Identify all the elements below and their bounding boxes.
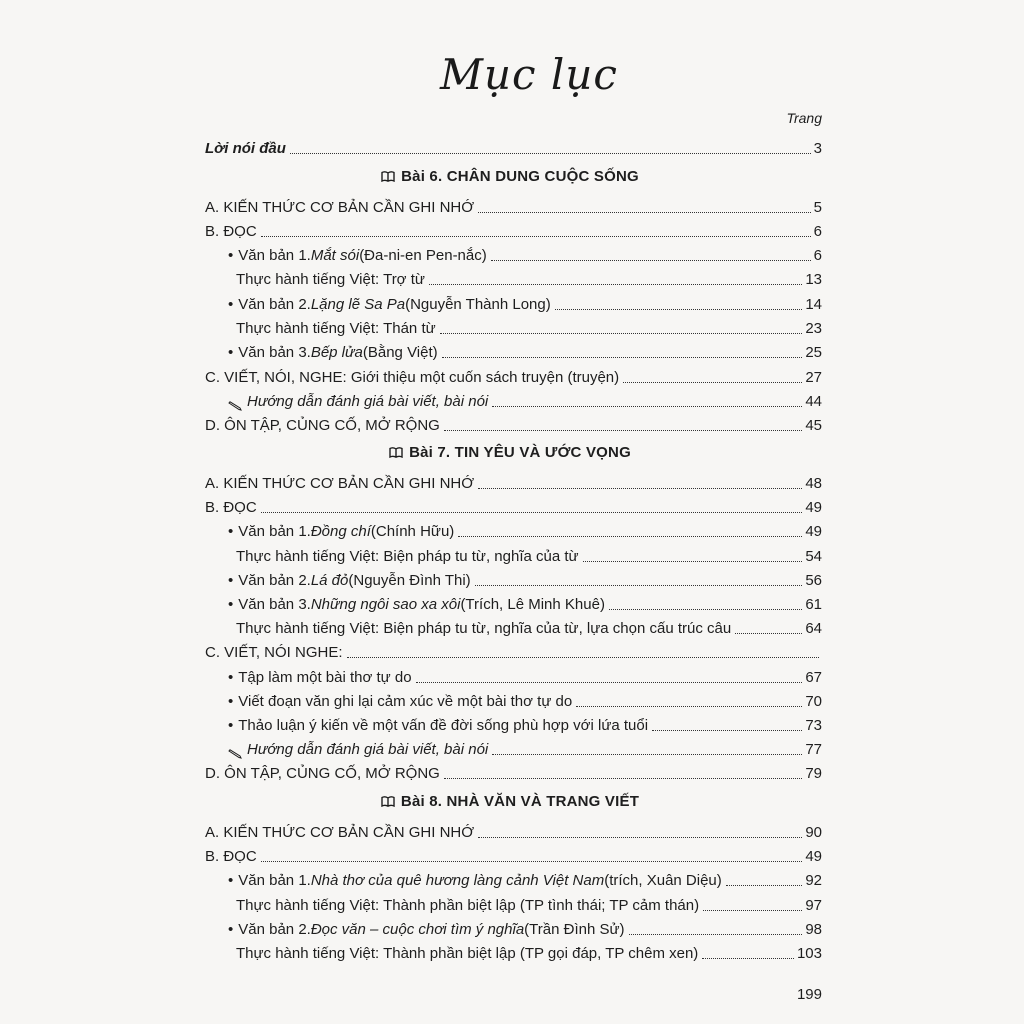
text-author: (Đa-ni-en Pen-nắc) <box>359 247 487 264</box>
dot-leader <box>444 430 802 431</box>
toc-entry-l7-d[interactable] <box>205 763 822 783</box>
toc-entry-l8-vb1[interactable] <box>228 870 822 890</box>
toc-entry-page: 3 <box>813 140 822 157</box>
text-title: Đọc văn – cuộc chơi tìm ý nghĩa <box>310 921 525 938</box>
toc-entry-page: 27 <box>805 369 822 386</box>
toc-entry-l7-a[interactable] <box>205 473 822 493</box>
toc-entry-page: 90 <box>805 824 822 841</box>
toc-entry-l6-vb2[interactable] <box>228 294 822 314</box>
dot-leader <box>442 357 803 358</box>
toc-entry-l7-th2[interactable] <box>236 618 822 638</box>
page-number: 199 <box>796 986 822 1003</box>
text-title: Đồng chí <box>310 523 371 540</box>
dot-leader <box>261 512 803 513</box>
bullet-icon: • <box>228 296 234 313</box>
text-author: (Bằng Việt) <box>362 344 438 361</box>
toc-entry-l7-vb3[interactable] <box>228 594 822 614</box>
toc-entry-label: Hướng dẫn đánh giá bài viết, bài nói <box>247 393 489 410</box>
toc-entry-label: B. ĐỌC <box>205 223 257 240</box>
text-author: (Chính Hữu) <box>370 523 455 540</box>
dot-leader <box>735 633 802 634</box>
text-prefix: Văn bản 3. <box>238 596 311 613</box>
lesson-6-heading <box>205 168 815 185</box>
dot-leader <box>290 153 811 154</box>
toc-entry-page: 45 <box>805 417 822 434</box>
toc-entry-l7-vb2[interactable] <box>228 570 822 590</box>
pen-icon <box>228 749 242 759</box>
lesson-8-heading <box>205 793 815 810</box>
toc-entry-page: 49 <box>805 848 822 865</box>
bullet-icon: • <box>228 572 234 589</box>
page-column-label: Trang <box>786 110 822 126</box>
toc-entry-l6-th1[interactable] <box>236 269 822 289</box>
lesson-7-heading <box>205 444 815 461</box>
toc-entry-l8-a[interactable] <box>205 822 822 842</box>
toc-entry-page: 61 <box>805 596 822 613</box>
toc-entry-page: 103 <box>796 945 822 962</box>
dot-leader <box>726 885 803 886</box>
toc-entry-l6-vb1[interactable] <box>228 245 822 265</box>
dot-leader <box>440 333 803 334</box>
bullet-icon: • <box>228 717 234 734</box>
toc-entry-label: A. KIẾN THỨC CƠ BẢN CẦN GHI NHỚ <box>205 475 475 492</box>
toc-entry-l7-c3[interactable] <box>228 715 822 735</box>
dot-leader <box>629 934 803 935</box>
toc-entry-l6-d[interactable] <box>205 415 822 435</box>
text-prefix: Văn bản 2. <box>238 572 311 589</box>
toc-entry-l8-b[interactable] <box>205 846 822 866</box>
text-prefix: Văn bản 2. <box>238 296 311 313</box>
bullet-icon: • <box>228 596 234 613</box>
dot-leader <box>583 561 803 562</box>
dot-leader <box>429 284 802 285</box>
text-author: (Trần Đình Sử) <box>524 921 625 938</box>
toc-entry-label: Thực hành tiếng Việt: Biện pháp tu từ, nghĩa của từ, lựa chọn cấu trúc câu <box>236 620 732 637</box>
text-prefix: Văn bản 1. <box>238 523 311 540</box>
toc-entry-label: A. KIẾN THỨC CƠ BẢN CẦN GHI NHỚ <box>205 199 475 216</box>
toc-entry-l7-c[interactable] <box>205 642 822 662</box>
text-title: Những ngôi sao xa xôi <box>310 596 461 613</box>
toc-entry-page: 73 <box>805 717 822 734</box>
lesson-title: Bài 6. CHÂN DUNG CUỘC SỐNG <box>401 168 639 185</box>
text-author: (trích, Xuân Diệu) <box>604 872 722 889</box>
toc-entry-label: Thực hành tiếng Việt: Thành phần biệt lập (TP tình thái; TP cảm thán) <box>236 897 700 914</box>
dot-leader <box>703 910 802 911</box>
pen-icon <box>228 401 242 411</box>
bullet-icon: • <box>228 669 234 686</box>
toc-entry-l7-b[interactable] <box>205 497 822 517</box>
toc-entry-label: A. KIẾN THỨC CƠ BẢN CẦN GHI NHỚ <box>205 824 475 841</box>
toc-entry-page: 77 <box>805 741 822 758</box>
text-prefix: Văn bản 1. <box>238 247 311 264</box>
dot-leader <box>478 212 811 213</box>
bullet-icon: • <box>228 693 234 710</box>
toc-entry-label: D. ÔN TẬP, CỦNG CỐ, MỞ RỘNG <box>205 765 440 782</box>
toc-entry-label: Lời nói đầu <box>205 140 286 157</box>
toc-entry-label: Viết đoạn văn ghi lại cảm xúc về một bài thơ tự do <box>238 693 573 710</box>
text-author: (Nguyễn Đình Thi) <box>348 572 471 589</box>
dot-leader <box>416 682 803 683</box>
toc-entry-label: Thực hành tiếng Việt: Thán từ <box>236 320 436 337</box>
toc-entry-page: 56 <box>805 572 822 589</box>
dot-leader <box>458 536 802 537</box>
text-title: Lá đỏ <box>310 572 349 589</box>
toc-entry-label: Tập làm một bài thơ tự do <box>238 669 412 686</box>
toc-entry-l6-th2[interactable] <box>236 318 822 338</box>
toc-entry-l6-a[interactable] <box>205 197 822 217</box>
text-prefix: Văn bản 1. <box>238 872 311 889</box>
toc-entry-page: 67 <box>805 669 822 686</box>
toc-entry-label: Thực hành tiếng Việt: Biện pháp tu từ, nghĩa của từ <box>236 548 579 565</box>
toc-entry-label: Hướng dẫn đánh giá bài viết, bài nói <box>247 741 489 758</box>
text-prefix: Văn bản 3. <box>238 344 311 361</box>
toc-entry-label: C. VIẾT, NÓI, NGHE: Giới thiệu một cuốn sách truyện (truyện) <box>205 369 620 386</box>
toc-entry-label: C. VIẾT, NÓI NGHE: <box>205 644 343 661</box>
toc-entry-label: B. ĐỌC <box>205 848 257 865</box>
bullet-icon: • <box>228 344 234 361</box>
book-icon <box>389 447 403 458</box>
dot-leader <box>702 958 794 959</box>
dot-leader <box>492 406 802 407</box>
toc-entry-page: 23 <box>805 320 822 337</box>
text-author: (Nguyễn Thành Long) <box>405 296 551 313</box>
toc-entry-page: 14 <box>805 296 822 313</box>
dot-leader <box>576 706 802 707</box>
toc-entry-page: 13 <box>805 271 822 288</box>
toc-entry-l7-th1[interactable] <box>236 546 822 566</box>
lesson-title: Bài 7. TIN YÊU VÀ ƯỚC VỌNG <box>409 444 631 461</box>
toc-entry-l7-c1[interactable] <box>228 667 822 687</box>
bullet-icon: • <box>228 872 234 889</box>
toc-entry-page: 79 <box>805 765 822 782</box>
toc-entry-label: Thảo luận ý kiến về một vấn đề đời sống phù hợp với lứa tuổi <box>238 717 649 734</box>
toc-entry-page: 48 <box>805 475 822 492</box>
toc-entry-page: 5 <box>813 199 822 216</box>
toc-entry-l8-th1[interactable] <box>236 895 822 915</box>
dot-leader <box>261 236 811 237</box>
dot-leader <box>491 260 811 261</box>
toc-entry-label: B. ĐỌC <box>205 499 257 516</box>
toc-entry-l7-c2[interactable] <box>228 691 822 711</box>
dot-leader <box>609 609 802 610</box>
dot-leader <box>652 730 802 731</box>
dot-leader <box>478 488 802 489</box>
text-title: Mắt sói <box>310 247 360 264</box>
text-author: (Trích, Lê Minh Khuê) <box>460 596 605 613</box>
toc-entry-page: 70 <box>805 693 822 710</box>
page-title: Mục lục <box>440 50 618 99</box>
dot-leader <box>478 837 802 838</box>
book-icon <box>381 796 395 807</box>
toc-entry-page: 49 <box>805 523 822 540</box>
toc-entry-l8-th2[interactable] <box>236 943 822 963</box>
dot-leader <box>261 861 803 862</box>
toc-entry-page: 64 <box>805 620 822 637</box>
dot-leader <box>444 778 802 779</box>
toc-entry-page: 97 <box>805 897 822 914</box>
toc-entry-l7-guide[interactable] <box>228 739 822 759</box>
toc-entry-l7-vb1[interactable] <box>228 521 822 541</box>
toc-entry-label: Thực hành tiếng Việt: Trợ từ <box>236 271 425 288</box>
dot-leader <box>555 309 803 310</box>
book-icon <box>381 171 395 182</box>
toc-entry-page: 25 <box>805 344 822 361</box>
text-title: Lặng lẽ Sa Pa <box>310 296 406 313</box>
text-title: Nhà thơ của quê hương làng cảnh Việt Nam <box>310 872 605 889</box>
bullet-icon: • <box>228 921 234 938</box>
toc-entry-l6-guide[interactable] <box>228 391 822 411</box>
toc-entry-page: 54 <box>805 548 822 565</box>
dot-leader <box>623 382 802 383</box>
text-title: Bếp lửa <box>310 344 363 361</box>
toc-entry-preface[interactable] <box>205 138 822 158</box>
lesson-title: Bài 8. NHÀ VĂN VÀ TRANG VIẾT <box>400 793 640 810</box>
text-prefix: Văn bản 2. <box>238 921 311 938</box>
bullet-icon: • <box>228 523 234 540</box>
toc-entry-page: 44 <box>805 393 822 410</box>
toc-entry-l6-vb3[interactable] <box>228 342 822 362</box>
toc-entry-page: 49 <box>805 499 822 516</box>
toc-entry-page: 92 <box>805 872 822 889</box>
toc-entry-l6-c[interactable] <box>205 367 822 387</box>
toc-entry-page: 98 <box>805 921 822 938</box>
bullet-icon: • <box>228 247 234 264</box>
toc-entry-page: 6 <box>813 223 822 240</box>
toc-entry-label: Thực hành tiếng Việt: Thành phần biệt lập (TP gọi đáp, TP chêm xen) <box>236 945 699 962</box>
toc-entry-label: D. ÔN TẬP, CỦNG CỐ, MỞ RỘNG <box>205 417 440 434</box>
toc-entry-l8-vb2[interactable] <box>228 919 822 939</box>
dot-leader <box>475 585 803 586</box>
dot-leader <box>492 754 802 755</box>
toc-entry-page: 6 <box>813 247 822 264</box>
toc-entry-l6-b[interactable] <box>205 221 822 241</box>
dot-leader <box>347 657 819 658</box>
